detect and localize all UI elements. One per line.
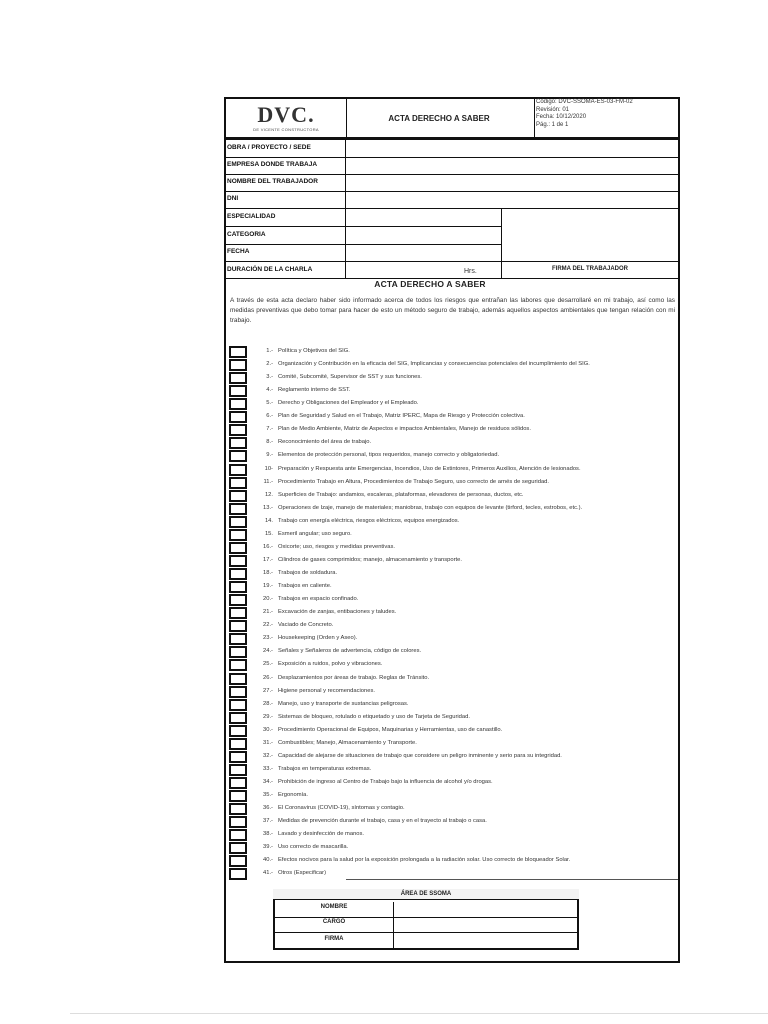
categoria-input[interactable] [347,227,500,243]
topic-text: Excavación de zanjas, entibaciones y taludes. [278,609,397,615]
topic-number: 10- [264,466,273,472]
topic-text: Uso correcto de mascarilla. [278,844,349,850]
topic-item [258,361,678,367]
topic-text: Higiene personal y recomendaciones. [278,688,375,694]
topic-number: 35.- [263,792,273,798]
document-page: Pág.: 1 de 1 [536,121,569,128]
topic-checkbox[interactable] [229,411,247,423]
ssoma-firma-input[interactable] [393,931,577,948]
topic-number: 18.- [263,570,273,576]
topic-text: Esmeril angular; uso seguro. [278,531,352,537]
topic-text: Superficies de Trabajo: andamios, escaleras, plataformas, elevadores de personas, ductos, etc. [278,492,524,498]
topic-checkbox[interactable] [229,686,247,698]
topic-number: 12. [264,492,273,498]
ssoma-cargo-input[interactable] [393,916,577,930]
nombre-input[interactable] [347,175,678,190]
topic-text: Trabajos en temperaturas extremas. [278,766,372,772]
topic-number: 40.- [263,857,273,863]
topic-checkbox[interactable] [229,751,247,763]
topic-text: Trabajos en caliente. [278,583,332,589]
topic-text: Comité, Subcomité, Supervisor de SST y sus funciones. [278,374,422,380]
topic-checkbox[interactable] [229,712,247,724]
column-divider [345,139,346,278]
topic-item [258,492,678,498]
topic-number: 34.- [263,779,273,785]
intro-paragraph: A través de esta acta declaro haber sido informado acerca de todos los riesgos que entrañan las labores que desarrollaré en mi trabajo, así como las medidas preventivas que debo tomar para hacer de esto un método seguro de trabajo, además aquellos aspectos ambientales que tengan relación con mi trabajo. [230,297,675,324]
topic-item [258,622,678,628]
topic-number: 38.- [263,831,273,837]
logo-subtext: DE VICENTE CONSTRUCTORA [253,127,319,132]
topic-item [258,740,678,746]
document-code: Código: DVC-SSOMA-ES-03-FM-02 [536,99,633,105]
field-label-obra: OBRA / PROYECTO / SEDE [227,144,311,151]
topic-text: Procedimiento Trabajo en Altura, Procedimientos de Trabajo Seguro, uso correcto de arnés de seguridad. [278,479,550,485]
topic-checkbox[interactable] [229,699,247,711]
topic-text: Organización y Contribución en la eficacia del SIG, Implicancias y consecuencias potenciales del incumplimiento del SIG. [278,361,590,367]
topic-text: Señales y Señaleros de advertencia, código de colores. [278,648,422,654]
topic-number: 33.- [263,766,273,772]
document-control-info [535,99,678,137]
topic-checkbox[interactable] [229,842,247,854]
topic-item [258,844,678,850]
topic-text: Operaciones de Izaje, manejo de materiales; maniobras, trabajo con equipos de levante (tirford, tecles, estrobos, etc.). [278,505,583,511]
topic-checkbox[interactable] [229,725,247,737]
fecha-input[interactable] [347,245,500,260]
topic-checkbox[interactable] [229,777,247,789]
topic-checkbox[interactable] [229,398,247,410]
topic-item [258,387,678,393]
field-label-categoria: CATEGORIA [227,231,266,238]
topic-number: 41.- [263,870,273,876]
topic-text: Reglamento interno de SST. [278,387,351,393]
topic-checkbox[interactable] [229,646,247,658]
topic-item [258,792,678,798]
topic-number: 2.- [266,361,273,367]
topic-number: 31.- [263,740,273,746]
hrs-label: Hrs. [464,268,477,275]
topic-item [258,779,678,785]
topic-item [258,857,678,863]
topic-checkbox[interactable] [229,385,247,397]
topic-text: Desplazamientos por áreas de trabajo. Reglas de Tránsito. [278,675,430,681]
topic-number: 4.- [266,387,273,393]
topic-checkbox[interactable] [229,803,247,815]
document-title: ACTA DERECHO A SABER [388,113,490,123]
topic-text: Elementos de protección personal, tipos requeridos, manejo correcto y obligatoriedad. [278,452,500,458]
field-label-nombre: NOMBRE DEL TRABAJADOR [227,178,318,185]
topic-checkbox[interactable] [229,437,247,449]
topic-checkbox[interactable] [229,633,247,645]
topic-text: Cilindros de gases comprimidos; manejo, almacenamiento y transporte. [278,557,462,563]
topic-number: 16.- [263,544,273,550]
page-bottom-divider [70,1013,768,1014]
empresa-input[interactable] [347,158,678,173]
topic-number: 21.- [263,609,273,615]
topic-number: 14. [264,518,273,524]
topic-item [258,870,678,876]
topic-item [258,518,678,524]
document-date: Fecha: 10/12/2020 [536,114,587,120]
topic-text: Plan de Seguridad y Salud en el Trabajo, Matriz IPERC, Mapa de Riesgo y Protección colectiva. [278,413,525,419]
topic-item [258,426,678,432]
topic-number: 19.- [263,583,273,589]
topic-number: 6.- [266,413,273,419]
topic-text: Procedimiento Operacional de Equipos, Maquinarias y Herramientas, uso de canastillo. [278,727,503,733]
topic-text: Combustibles; Manejo, Almacenamiento y Transporte. [278,740,417,746]
topic-text: Derecho y Obligaciones del Empleador y el Empleado. [278,400,419,406]
topic-checkbox[interactable] [229,829,247,841]
topic-item [258,400,678,406]
topic-number: 27.- [263,688,273,694]
topic-item [258,544,678,550]
obra-input[interactable] [347,140,678,156]
signature-label: FIRMA DEL TRABAJADOR [552,266,628,272]
field-label-duracion: DURACIÓN DE LA CHARLA [227,266,313,273]
topic-number: 37.- [263,818,273,824]
topic-number: 36.- [263,805,273,811]
topic-checkbox[interactable] [229,542,247,554]
signature-area[interactable] [503,210,678,260]
topic-checkbox[interactable] [229,868,247,880]
topic-item [258,714,678,720]
topic-item [258,505,678,511]
topic-item [258,635,678,641]
topic-checkbox[interactable] [229,581,247,593]
topic-checkbox[interactable] [229,490,247,502]
topic-number: 11.- [263,479,273,485]
topic-checkbox[interactable] [229,424,247,436]
topic-text: Medidas de prevención durante el trabajo, casa y en el trayecto al trabajo o casa. [278,818,487,824]
topic-text: Reconocimiento del área de trabajo. [278,439,372,445]
topic-number: 22.- [263,622,273,628]
topic-number: 3.- [266,374,273,380]
topic-number: 24.- [263,648,273,654]
topic-checkbox[interactable] [229,529,247,541]
topic-item [258,753,678,759]
topic-checkbox[interactable] [229,855,247,867]
topic-text: Trabajos de soldadura. [278,570,338,576]
document-revision: Revisión: 01 [536,106,570,113]
topic-item [258,675,678,681]
topic-number: 32.- [263,753,273,759]
topic-text: El Coronavirus (COVID-19), síntomas y contagio. [278,805,405,811]
topic-item [258,557,678,563]
topic-item [258,609,678,615]
topic-checkbox[interactable] [229,555,247,567]
topic-checkbox[interactable] [229,516,247,528]
topic-text: Política y Objetivos del SIG. [278,348,350,354]
topic-checkbox[interactable] [229,816,247,828]
topic-item [258,648,678,654]
topic-item [258,479,678,485]
topic-checkbox[interactable] [229,372,247,384]
topic-number: 29.- [263,714,273,720]
topic-number: 20.- [263,596,273,602]
topic-text: Prohibición de ingreso al Centro de Trabajo bajo la influencia de alcohol y/o drogas. [278,779,493,785]
topic-number: 15. [264,531,273,537]
section-title: ACTA DERECHO A SABER [374,279,486,289]
topic-number: 23.- [263,635,273,641]
topic-item [258,596,678,602]
topic-checkbox[interactable] [229,790,247,802]
topic-number: 25.- [263,661,273,667]
topic-number: 8.- [266,439,273,445]
ssoma-label-nombre: NOMBRE [320,904,348,910]
topic-item [258,570,678,576]
topic-text: Trabajo con energía eléctrica, riesgos eléctricos, equipos energizados. [278,518,460,524]
topic-checkbox[interactable] [229,450,247,462]
topic-text: Plan de Medio Ambiente, Matriz de Aspectos e impactos Ambientales, Manejo de residuos sólidos. [278,426,531,432]
topic-number: 30.- [263,727,273,733]
topic-number: 7.- [266,426,273,432]
topic-text: Manejo, uso y transporte de sustancias peligrosas. [278,701,409,707]
topic-checkbox[interactable] [229,673,247,685]
topic-checkbox[interactable] [229,464,247,476]
ssoma-title: ÁREA DE SSOMA [273,889,579,900]
topic-item [258,583,678,589]
field-label-especialidad: ESPECIALIDAD [227,213,276,220]
topic-item [258,766,678,772]
topic-checkbox[interactable] [229,359,247,371]
topic-text: Lavado y desinfección de manos. [278,831,365,837]
topic-text: Capacidad de alejarse de situaciones de trabajo que considere un peligro inminente y serio para su integridad. [278,753,562,759]
topic-text: Preparación y Respuesta ante Emergencias, Incendios, Uso de Extintores, Primeros Auxilios, Atención de lesionados. [278,466,581,472]
topic-checkbox[interactable] [229,568,247,580]
topic-text: Sistemas de bloqueo, rotulado o etiquetado y uso de Tarjeta de Seguridad. [278,714,470,720]
topic-item [258,805,678,811]
topic-item [258,831,678,837]
field-label-dni: DNI [227,195,239,202]
topic-number: 39.- [263,844,273,850]
topic-text: Efectos nocivos para la salud por la exposición prolongada a la radiación solar. Uso correcto de bloqueador Solar. [278,857,571,863]
topic-item [258,466,678,472]
topic-text: Exposición a ruidos, polvo y vibraciones. [278,661,383,667]
topic-number: 28.- [263,701,273,707]
topic-number: 1.- [266,348,273,354]
topic-checkbox[interactable] [229,620,247,632]
company-logo [226,99,346,137]
topic-text: Oxicorte; uso, riesgos y medidas preventivas. [278,544,395,550]
topic-item [258,727,678,733]
especialidad-input[interactable] [347,209,500,225]
topic-item [258,701,678,707]
ssoma-label-firma: FIRMA [324,936,344,942]
topic-item [258,374,678,380]
logo-text: DVC. [257,102,315,127]
topic-text: Housekeeping (Orden y Aseo). [278,635,358,641]
topic-checkbox[interactable] [229,503,247,515]
topic-number: 9.- [266,452,273,458]
ssoma-nombre-input[interactable] [393,901,577,915]
topic-text: Vaciado de Concreto. [278,622,334,628]
duracion-input[interactable] [347,262,461,277]
topic-checkbox[interactable] [229,659,247,671]
topic-number: 26.- [263,675,273,681]
topic-item [258,688,678,694]
signature-box-top [501,208,680,209]
topic-item [258,531,678,537]
ssoma-label-cargo: CARGO [322,919,346,925]
topic-number: 5.- [266,400,273,406]
field-label-fecha: FECHA [227,248,250,255]
dni-input[interactable] [347,192,678,207]
field-label-empresa: EMPRESA DONDE TRABAJA [227,161,318,168]
topic-checkbox[interactable] [229,477,247,489]
topic-text: Trabajos en espacio confinado. [278,596,359,602]
topic-text: Ergonomía. [278,792,308,798]
topic-item [258,818,678,824]
topic-text: Otros (Especificar) [278,870,326,876]
topic-item [258,413,678,419]
topic-number: 17.- [263,557,273,563]
topic-item [258,348,678,354]
topic-checkbox[interactable] [229,346,247,358]
topic-checkbox[interactable] [229,764,247,776]
topic-number: 13.- [263,505,273,511]
topic-item [258,452,678,458]
topic-checkbox[interactable] [229,594,247,606]
topic-checkbox[interactable] [229,607,247,619]
otros-specify-line[interactable] [346,879,678,880]
topic-item [258,439,678,445]
topic-item [258,661,678,667]
topic-checkbox[interactable] [229,738,247,750]
